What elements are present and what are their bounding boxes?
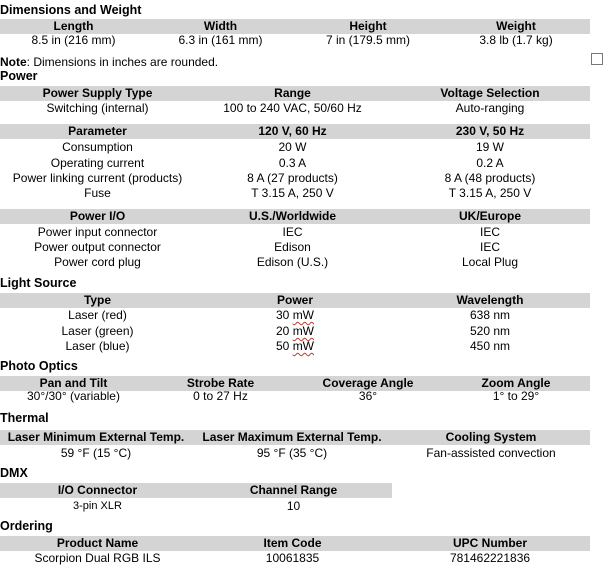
photo-header-pan: Pan and Tilt bbox=[39, 376, 108, 390]
dim-value-length: 8.5 in (216 mm) bbox=[31, 33, 116, 47]
light-row3-power-value: 50 bbox=[275, 339, 290, 353]
thermal-header-max: Laser Maximum External Temp. bbox=[202, 430, 382, 444]
dmx-value-channel: 10 bbox=[286, 499, 301, 513]
order-header-upc: UPC Number bbox=[452, 536, 527, 550]
photo-header-coverage: Coverage Angle bbox=[322, 376, 414, 390]
pio-row1-uk: IEC bbox=[479, 225, 500, 239]
order-value-item: 10061835 bbox=[265, 551, 320, 565]
light-row1-power-unit: mW bbox=[292, 308, 315, 322]
photo-value-coverage: 36° bbox=[358, 389, 378, 403]
light-header-power: Power bbox=[276, 293, 313, 307]
light-row3-wavelength: 450 nm bbox=[469, 339, 511, 353]
dim-header-length: Length bbox=[53, 19, 94, 33]
section-title-power: Power bbox=[0, 69, 38, 83]
dim-value-height: 7 in (179.5 mm) bbox=[325, 33, 411, 47]
pio-row2-label: Power output connector bbox=[34, 240, 161, 254]
pio-row1-label: Power input connector bbox=[37, 225, 158, 239]
pio-row3-uk: Local Plug bbox=[461, 255, 519, 269]
ps-header-range: Range bbox=[274, 86, 311, 100]
pp-row2-120v: 0.3 A bbox=[278, 156, 307, 170]
thermal-header-cooling: Cooling System bbox=[445, 430, 537, 444]
thermal-value-cooling: Fan-assisted convection bbox=[426, 446, 556, 460]
pp-row3-120v: 8 A (27 products) bbox=[247, 171, 338, 185]
pp-row1-label: Consumption bbox=[62, 140, 133, 154]
dim-value-weight: 3.8 lb (1.7 kg) bbox=[479, 33, 553, 47]
note-label: Note bbox=[0, 55, 27, 69]
light-header-wavelength: Wavelength bbox=[456, 293, 524, 307]
photo-header-zoom: Zoom Angle bbox=[481, 376, 551, 390]
light-row1-type: Laser (red) bbox=[68, 308, 127, 322]
dmx-header-channel: Channel Range bbox=[249, 483, 338, 497]
pp-header-230v: 230 V, 50 Hz bbox=[455, 124, 525, 138]
pp-row2-label: Operating current bbox=[50, 156, 145, 170]
light-header-type: Type bbox=[83, 293, 112, 307]
pp-header-120v: 120 V, 60 Hz bbox=[258, 124, 327, 138]
dim-header-weight: Weight bbox=[496, 19, 536, 33]
pio-row2-uk: IEC bbox=[479, 240, 500, 254]
pp-row4-label: Fuse bbox=[84, 186, 111, 200]
pp-row3-230v: 8 A (48 products) bbox=[444, 171, 536, 185]
ps-value-type: Switching (internal) bbox=[46, 101, 149, 115]
pp-header-parameter: Parameter bbox=[68, 124, 127, 138]
pp-row1-120v: 20 W bbox=[278, 140, 307, 154]
light-row3-power bbox=[195, 339, 395, 354]
dim-value-width: 6.3 in (161 mm) bbox=[178, 33, 263, 47]
section-title-ordering: Ordering bbox=[0, 519, 53, 533]
section-title-photo: Photo Optics bbox=[0, 359, 78, 373]
ps-header-type: Power Supply Type bbox=[42, 86, 153, 100]
pio-row3-label: Power cord plug bbox=[54, 255, 141, 269]
light-row1-power-value: 30 bbox=[275, 308, 290, 322]
photo-value-pan: 30°/30° (variable) bbox=[27, 389, 120, 403]
light-row3-type: Laser (blue) bbox=[65, 339, 130, 353]
pp-row3-label: Power linking current (products) bbox=[12, 171, 183, 185]
photo-value-strobe: 0 to 27 Hz bbox=[193, 389, 248, 403]
pp-row4-230v: T 3.15 A, 250 V bbox=[448, 186, 532, 200]
pio-header-uk: UK/Europe bbox=[458, 209, 521, 223]
section-title-light: Light Source bbox=[0, 276, 77, 290]
photo-value-zoom: 1° to 29° bbox=[492, 389, 540, 403]
pp-row2-230v: 0.2 A bbox=[476, 156, 504, 170]
photo-header-strobe: Strobe Rate bbox=[186, 376, 255, 390]
order-value-upc: 781462221836 bbox=[449, 551, 531, 565]
pio-header-io: Power I/O bbox=[69, 209, 126, 223]
dim-header-width: Width bbox=[203, 19, 238, 33]
pio-row1-us: IEC bbox=[282, 225, 303, 239]
thermal-value-max: 95 °F (35 °C) bbox=[256, 446, 328, 460]
section-title-dimensions: Dimensions and Weight bbox=[0, 3, 142, 17]
light-row3-power-unit: mW bbox=[292, 339, 315, 353]
thermal-value-min: 59 °F (15 °C) bbox=[60, 446, 132, 460]
light-row1-wavelength: 638 nm bbox=[469, 308, 511, 322]
light-row2-power-value: 20 bbox=[275, 324, 290, 338]
light-row2-type: Laser (green) bbox=[61, 324, 134, 338]
light-row2-power-unit: mW bbox=[292, 324, 315, 338]
order-header-item: Item Code bbox=[263, 536, 322, 550]
pio-row3-us: Edison (U.S.) bbox=[256, 255, 329, 269]
light-row2-wavelength: 520 nm bbox=[469, 324, 511, 338]
section-title-dmx: DMX bbox=[0, 466, 28, 480]
ps-value-range: 100 to 240 VAC, 50/60 Hz bbox=[223, 101, 362, 115]
light-row2-power bbox=[195, 324, 395, 339]
pio-row2-us: Edison bbox=[274, 240, 311, 254]
table-move-handle[interactable] bbox=[591, 53, 603, 65]
pp-row4-120v: T 3.15 A, 250 V bbox=[251, 186, 334, 200]
light-row1-power bbox=[195, 308, 395, 323]
order-value-product: Scorpion Dual RGB ILS bbox=[34, 551, 161, 565]
dimensions-note bbox=[0, 55, 218, 69]
order-header-product: Product Name bbox=[56, 536, 139, 550]
dmx-value-connector: 3-pin XLR bbox=[73, 500, 122, 512]
section-title-thermal: Thermal bbox=[0, 411, 49, 425]
ps-header-voltage: Voltage Selection bbox=[440, 86, 540, 100]
ps-value-voltage: Auto-ranging bbox=[455, 101, 525, 115]
dmx-header-connector: I/O Connector bbox=[57, 483, 138, 497]
note-text: : Dimensions in inches are rounded. bbox=[26, 55, 219, 69]
pio-header-us: U.S./Worldwide bbox=[248, 209, 337, 223]
thermal-header-min: Laser Minimum External Temp. bbox=[7, 430, 185, 444]
dim-header-height: Height bbox=[349, 19, 387, 33]
pp-row1-230v: 19 W bbox=[475, 140, 504, 154]
